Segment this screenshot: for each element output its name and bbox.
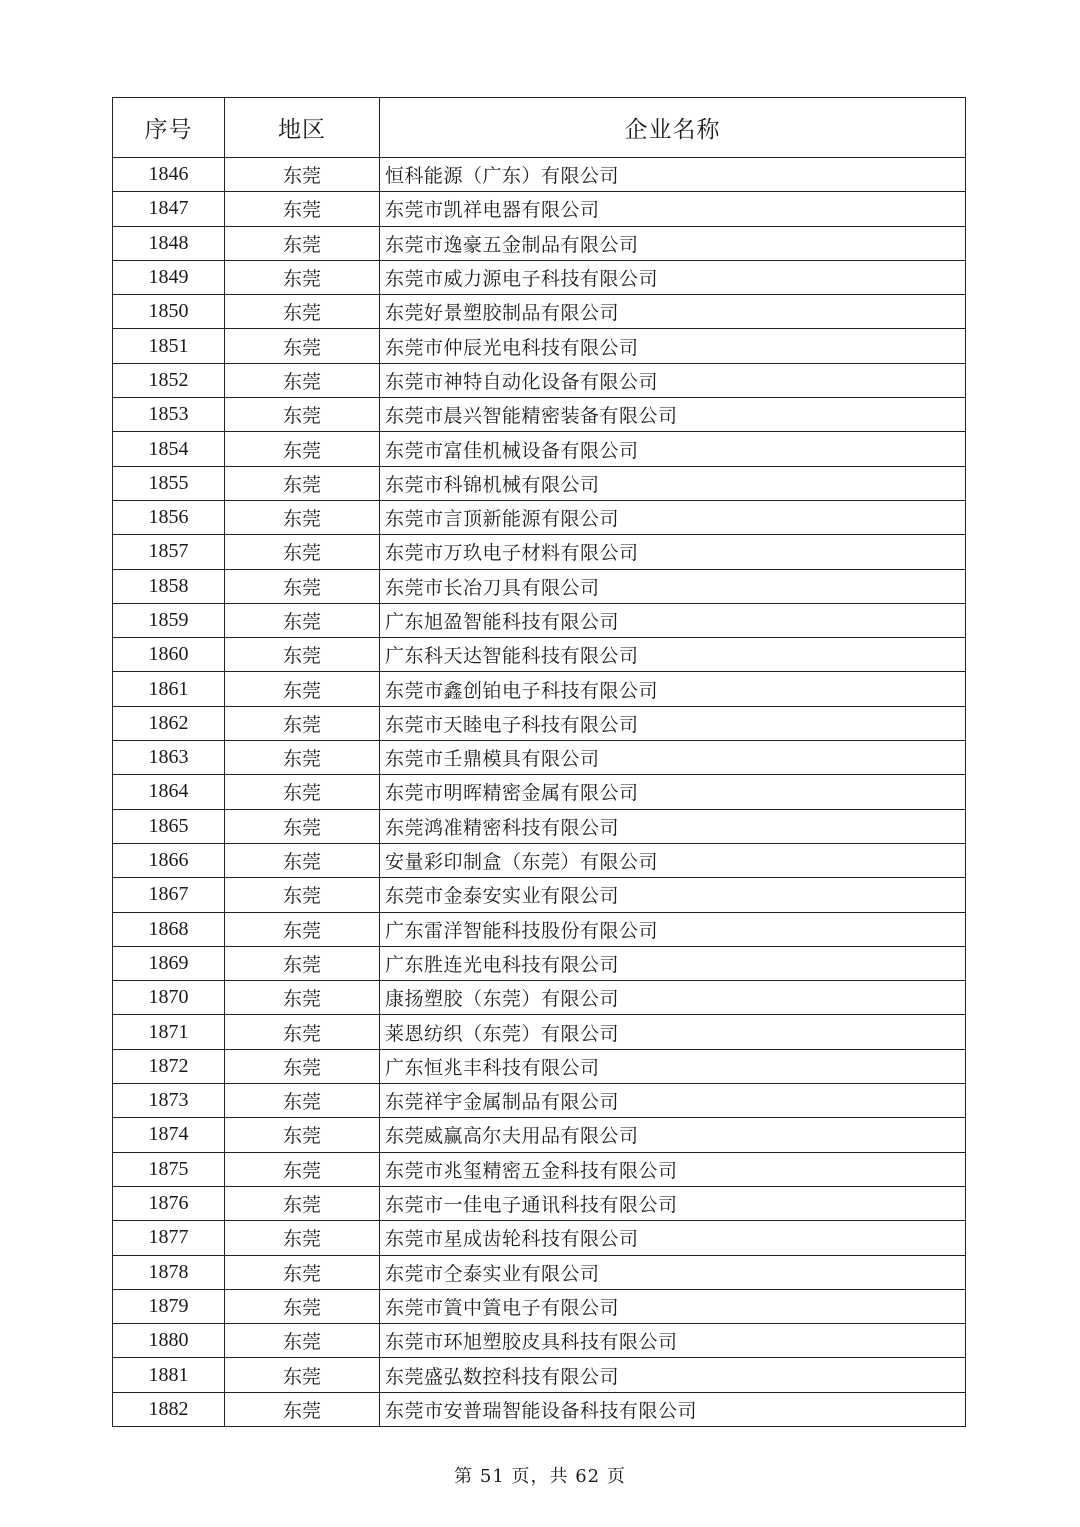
company-name-cell: 东莞市逸豪五金制品有限公司 <box>380 226 966 260</box>
region-cell: 东莞 <box>225 1118 380 1152</box>
table-row <box>113 1392 966 1426</box>
region-cell: 东莞 <box>225 535 380 569</box>
company-name-cell: 东莞市威力源电子科技有限公司 <box>380 260 966 294</box>
company-name-cell: 东莞市万玖电子材料有限公司 <box>380 535 966 569</box>
company-name-cell: 东莞市一佳电子通讯科技有限公司 <box>380 1186 966 1220</box>
serial-number-cell: 1874 <box>113 1118 225 1152</box>
table-row <box>113 569 966 603</box>
table-row <box>113 329 966 363</box>
region-cell: 东莞 <box>225 1049 380 1083</box>
region-cell: 东莞 <box>225 329 380 363</box>
serial-number-cell: 1881 <box>113 1358 225 1392</box>
serial-number-cell: 1873 <box>113 1084 225 1118</box>
region-cell: 东莞 <box>225 1015 380 1049</box>
region-cell: 东莞 <box>225 706 380 740</box>
company-name-cell: 东莞威赢高尔夫用品有限公司 <box>380 1118 966 1152</box>
company-name-cell: 恒科能源（广东）有限公司 <box>380 158 966 192</box>
region-cell: 东莞 <box>225 741 380 775</box>
company-name-cell: 东莞市科锦机械有限公司 <box>380 466 966 500</box>
company-name-cell: 康扬塑胶（东莞）有限公司 <box>380 981 966 1015</box>
table-header <box>113 98 966 158</box>
region-cell: 东莞 <box>225 946 380 980</box>
table-row <box>113 1358 966 1392</box>
company-name-cell: 东莞市仝泰实业有限公司 <box>380 1255 966 1289</box>
company-name-cell: 东莞市明晖精密金属有限公司 <box>380 775 966 809</box>
table-row <box>113 1049 966 1083</box>
serial-number-cell: 1865 <box>113 809 225 843</box>
region-cell: 东莞 <box>225 672 380 706</box>
table-row <box>113 946 966 980</box>
table-row <box>113 1118 966 1152</box>
serial-number-cell: 1857 <box>113 535 225 569</box>
table-row <box>113 1152 966 1186</box>
serial-number-cell: 1869 <box>113 946 225 980</box>
region-cell: 东莞 <box>225 1324 380 1358</box>
region-cell: 东莞 <box>225 1186 380 1220</box>
table-body <box>113 158 966 1427</box>
region-cell: 东莞 <box>225 878 380 912</box>
table-row <box>113 741 966 775</box>
region-cell: 东莞 <box>225 569 380 603</box>
table-row <box>113 1255 966 1289</box>
region-cell: 东莞 <box>225 226 380 260</box>
page-footer: 第 51 页，共 62 页 <box>454 1466 626 1487</box>
company-name-cell: 东莞好景塑胶制品有限公司 <box>380 295 966 329</box>
region-cell: 东莞 <box>225 1392 380 1426</box>
table-row <box>113 500 966 534</box>
serial-number-cell: 1848 <box>113 226 225 260</box>
table-row <box>113 1015 966 1049</box>
region-cell: 东莞 <box>225 809 380 843</box>
serial-number-cell: 1879 <box>113 1289 225 1323</box>
company-name-cell: 东莞市兆玺精密五金科技有限公司 <box>380 1152 966 1186</box>
serial-number-cell: 1853 <box>113 398 225 432</box>
serial-number-cell: 1849 <box>113 260 225 294</box>
region-cell: 东莞 <box>225 466 380 500</box>
company-name-cell: 东莞市凯祥电器有限公司 <box>380 192 966 226</box>
serial-number-cell: 1871 <box>113 1015 225 1049</box>
company-name-cell: 东莞市金泰安实业有限公司 <box>380 878 966 912</box>
table-row <box>113 398 966 432</box>
table-row <box>113 1324 966 1358</box>
company-name-cell: 东莞市壬鼎模具有限公司 <box>380 741 966 775</box>
serial-number-cell: 1868 <box>113 912 225 946</box>
table-row <box>113 535 966 569</box>
table-row <box>113 981 966 1015</box>
serial-number-cell: 1878 <box>113 1255 225 1289</box>
serial-number-cell: 1847 <box>113 192 225 226</box>
company-name-cell: 广东科天达智能科技有限公司 <box>380 638 966 672</box>
serial-number-cell: 1851 <box>113 329 225 363</box>
table-row <box>113 295 966 329</box>
table-row <box>113 638 966 672</box>
table-row <box>113 192 966 226</box>
company-name-cell: 东莞市星成齿轮科技有限公司 <box>380 1221 966 1255</box>
region-cell: 东莞 <box>225 912 380 946</box>
company-name-cell: 广东胜连光电科技有限公司 <box>380 946 966 980</box>
region-cell: 东莞 <box>225 1255 380 1289</box>
table-row <box>113 1289 966 1323</box>
serial-number-cell: 1877 <box>113 1221 225 1255</box>
table-row <box>113 809 966 843</box>
table-row <box>113 226 966 260</box>
table-row <box>113 843 966 877</box>
region-cell: 东莞 <box>225 1221 380 1255</box>
serial-number-cell: 1880 <box>113 1324 225 1358</box>
table-row <box>113 260 966 294</box>
company-name-cell: 东莞盛弘数控科技有限公司 <box>380 1358 966 1392</box>
serial-number-cell: 1875 <box>113 1152 225 1186</box>
table-row <box>113 466 966 500</box>
serial-number-cell: 1850 <box>113 295 225 329</box>
table-row <box>113 775 966 809</box>
serial-number-cell: 1854 <box>113 432 225 466</box>
serial-number-cell: 1852 <box>113 363 225 397</box>
serial-number-cell: 1860 <box>113 638 225 672</box>
company-name-cell: 东莞市环旭塑胶皮具科技有限公司 <box>380 1324 966 1358</box>
company-name-cell: 东莞市天睦电子科技有限公司 <box>380 706 966 740</box>
header-company-name: 企业名称 <box>380 98 966 158</box>
company-name-cell: 东莞市长冶刀具有限公司 <box>380 569 966 603</box>
serial-number-cell: 1876 <box>113 1186 225 1220</box>
region-cell: 东莞 <box>225 1152 380 1186</box>
region-cell: 东莞 <box>225 260 380 294</box>
table-row <box>113 1221 966 1255</box>
table-row <box>113 878 966 912</box>
serial-number-cell: 1862 <box>113 706 225 740</box>
region-cell: 东莞 <box>225 603 380 637</box>
serial-number-cell: 1866 <box>113 843 225 877</box>
region-cell: 东莞 <box>225 398 380 432</box>
table-row <box>113 363 966 397</box>
header-region: 地区 <box>225 98 380 158</box>
company-name-cell: 东莞市富佳机械设备有限公司 <box>380 432 966 466</box>
serial-number-cell: 1855 <box>113 466 225 500</box>
company-name-cell: 广东恒兆丰科技有限公司 <box>380 1049 966 1083</box>
serial-number-cell: 1872 <box>113 1049 225 1083</box>
table-row <box>113 672 966 706</box>
table-row <box>113 603 966 637</box>
region-cell: 东莞 <box>225 363 380 397</box>
table-row <box>113 706 966 740</box>
table-row <box>113 1186 966 1220</box>
enterprise-table <box>112 97 966 1427</box>
serial-number-cell: 1882 <box>113 1392 225 1426</box>
company-name-cell: 东莞鸿准精密科技有限公司 <box>380 809 966 843</box>
region-cell: 东莞 <box>225 638 380 672</box>
region-cell: 东莞 <box>225 1358 380 1392</box>
company-name-cell: 广东旭盈智能科技有限公司 <box>380 603 966 637</box>
serial-number-cell: 1856 <box>113 500 225 534</box>
company-name-cell: 广东雷洋智能科技股份有限公司 <box>380 912 966 946</box>
serial-number-cell: 1864 <box>113 775 225 809</box>
company-name-cell: 东莞市晨兴智能精密装备有限公司 <box>380 398 966 432</box>
serial-number-cell: 1861 <box>113 672 225 706</box>
region-cell: 东莞 <box>225 843 380 877</box>
company-name-cell: 东莞市神特自动化设备有限公司 <box>380 363 966 397</box>
company-name-cell: 东莞市鑫创铂电子科技有限公司 <box>380 672 966 706</box>
header-serial-number: 序号 <box>113 98 225 158</box>
table-row <box>113 912 966 946</box>
serial-number-cell: 1870 <box>113 981 225 1015</box>
company-name-cell: 莱恩纺织（东莞）有限公司 <box>380 1015 966 1049</box>
company-name-cell: 东莞市言顶新能源有限公司 <box>380 500 966 534</box>
header-row <box>113 98 966 158</box>
serial-number-cell: 1863 <box>113 741 225 775</box>
company-name-cell: 东莞市仲辰光电科技有限公司 <box>380 329 966 363</box>
table-row <box>113 158 966 192</box>
serial-number-cell: 1859 <box>113 603 225 637</box>
serial-number-cell: 1858 <box>113 569 225 603</box>
table-row <box>113 432 966 466</box>
region-cell: 东莞 <box>225 432 380 466</box>
serial-number-cell: 1846 <box>113 158 225 192</box>
company-name-cell: 东莞市篢中篢电子有限公司 <box>380 1289 966 1323</box>
region-cell: 东莞 <box>225 1289 380 1323</box>
region-cell: 东莞 <box>225 500 380 534</box>
company-name-cell: 东莞祥宇金属制品有限公司 <box>380 1084 966 1118</box>
region-cell: 东莞 <box>225 1084 380 1118</box>
region-cell: 东莞 <box>225 158 380 192</box>
region-cell: 东莞 <box>225 981 380 1015</box>
company-name-cell: 安量彩印制盒（东莞）有限公司 <box>380 843 966 877</box>
region-cell: 东莞 <box>225 295 380 329</box>
serial-number-cell: 1867 <box>113 878 225 912</box>
region-cell: 东莞 <box>225 192 380 226</box>
company-name-cell: 东莞市安普瑞智能设备科技有限公司 <box>380 1392 966 1426</box>
table-row <box>113 1084 966 1118</box>
region-cell: 东莞 <box>225 775 380 809</box>
